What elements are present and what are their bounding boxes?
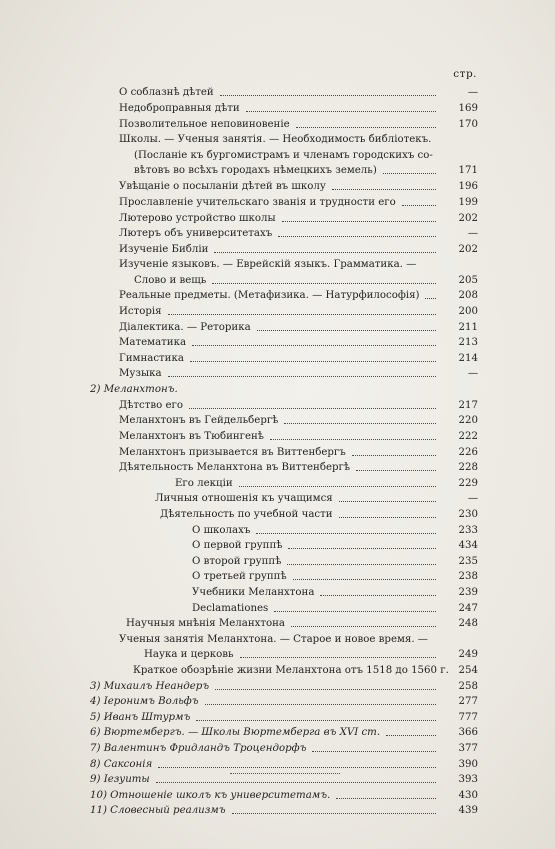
- toc-entry-title: О соблазнѣ дѣтей: [119, 87, 214, 98]
- closing-separator: [230, 773, 340, 774]
- dot-leader: [186, 351, 440, 366]
- toc-entry: [119, 413, 478, 428]
- toc-entry-page: 214: [458, 353, 478, 364]
- toc-entry-title: вѣтовъ во всѣхъ городахъ нѣмецкихъ земель): [134, 165, 377, 176]
- dot-leader: [188, 335, 440, 350]
- dot-leader: [154, 757, 440, 772]
- dot-leader: [216, 85, 440, 100]
- dot-leader: [379, 163, 440, 178]
- toc-entry-title: 3) Михаилъ Неандеръ: [90, 681, 210, 692]
- toc-entry: [119, 351, 478, 366]
- toc-entry-title: Ученыя занятія Меланхтона. — Старое и новое время. —: [119, 634, 428, 645]
- toc-entry-page: 249: [458, 649, 478, 660]
- toc-entry: [134, 163, 478, 178]
- toc-entry: [119, 335, 478, 350]
- toc-entry: [126, 616, 478, 631]
- toc-entry-page: 248: [458, 618, 478, 629]
- toc-entry: [119, 211, 478, 226]
- toc-entry: [192, 601, 478, 616]
- toc-entry-page: —: [467, 87, 478, 98]
- dot-leader: [211, 679, 440, 694]
- toc-entry: [192, 554, 478, 569]
- page-column-header: стр.: [453, 68, 477, 80]
- toc-entry-title: Діалектика. — Реторика: [119, 322, 251, 333]
- toc-entry: [144, 647, 478, 662]
- toc-entry-title: Изученіе Библіи: [119, 244, 209, 255]
- toc-entry-page: —: [467, 493, 478, 504]
- toc-entry: [119, 632, 478, 647]
- toc-entry-page: 233: [458, 525, 478, 536]
- toc-entry-title: Лютеръ объ университетахъ: [119, 228, 273, 239]
- toc-entry-title: Дѣятельность по учебной части: [160, 509, 333, 520]
- toc-entry-title: Школы. — Ученыя занятія. — Необходимость библіотекъ.: [119, 134, 432, 145]
- toc-entry-page: 208: [458, 290, 478, 301]
- toc-entry-title: Учебники Меланхтона: [192, 587, 315, 598]
- dot-leader: [316, 585, 440, 600]
- toc-entry: [134, 148, 478, 163]
- dot-leader: [164, 304, 440, 319]
- toc-entry-title: О третьей группѣ: [192, 571, 287, 582]
- toc-entry-title: Наука и церковь: [144, 649, 234, 660]
- toc-entry-page: 377: [458, 743, 478, 754]
- toc-entry-page: —: [467, 228, 478, 239]
- toc-entry: [119, 242, 478, 257]
- dot-leader: [283, 554, 440, 569]
- dot-leader: [398, 195, 440, 210]
- toc-entry-page: 390: [458, 759, 478, 770]
- toc-entry: [119, 304, 478, 319]
- toc-entry-page: 239: [458, 587, 478, 598]
- toc-entry-title: Научныя мнѣнія Меланхтона: [126, 618, 285, 629]
- toc-entry-title: 11) Словесный реализмъ: [90, 805, 226, 816]
- toc-entry: [90, 382, 478, 397]
- toc-entry-page: 199: [458, 197, 478, 208]
- toc-entry: [90, 725, 478, 740]
- dot-leader: [253, 320, 440, 335]
- toc-entry-page: 217: [458, 400, 478, 411]
- dot-leader: [328, 179, 440, 194]
- toc-entry-page: 230: [458, 509, 478, 520]
- toc-entry: [134, 273, 478, 288]
- toc-entry: [155, 491, 478, 506]
- toc-entry: [90, 757, 478, 772]
- dot-leader: [152, 772, 440, 787]
- toc-entry: [90, 679, 478, 694]
- dot-leader: [228, 803, 440, 818]
- dot-leader: [421, 288, 440, 303]
- toc-entry-title: 9) Іезуиты: [90, 774, 150, 785]
- toc-entry-page: 366: [458, 727, 478, 738]
- toc-entry: [119, 195, 478, 210]
- toc-entry-title: 6) Вюртембергъ. — Школы Вюртемберга въ XVI ст.: [90, 727, 381, 738]
- dot-leader: [335, 491, 440, 506]
- dot-leader: [289, 569, 440, 584]
- dot-leader: [352, 460, 440, 475]
- toc-entry-title: 5) Иванъ Штурмъ: [90, 712, 191, 723]
- toc-entry-page: 258: [458, 681, 478, 692]
- dot-leader: [332, 788, 440, 803]
- toc-entry: [133, 663, 478, 678]
- toc-entry-title: Исторія: [119, 306, 162, 317]
- dot-leader: [242, 101, 440, 116]
- toc-entry-page: 202: [458, 244, 478, 255]
- toc-entry-page: 226: [458, 447, 478, 458]
- toc-entry: [192, 569, 478, 584]
- dot-leader: [266, 429, 440, 444]
- toc-entry-title: Его лекціи: [175, 478, 233, 489]
- toc-entry-page: 434: [458, 540, 478, 551]
- toc-entry: [90, 772, 478, 787]
- toc-entry-title: Математика: [119, 337, 187, 348]
- toc-entry: [90, 788, 478, 803]
- dot-leader: [348, 445, 440, 460]
- toc-entry-page: —: [467, 368, 478, 379]
- toc-entry-page: 220: [458, 415, 478, 426]
- toc-entry: [119, 179, 478, 194]
- toc-entry-title: Личныя отношенія къ учащимся: [155, 493, 333, 504]
- toc-entry: [90, 741, 478, 756]
- toc-entry: [175, 476, 478, 491]
- dot-leader: [208, 273, 440, 288]
- toc-entry-page: 777: [458, 712, 478, 723]
- dot-leader: [278, 211, 440, 226]
- toc-entry-page: 247: [458, 603, 478, 614]
- toc-entry-title: Declamationes: [192, 603, 269, 614]
- dot-leader: [210, 242, 440, 257]
- dot-leader: [292, 117, 440, 132]
- toc-entry-title: О второй группѣ: [192, 556, 282, 567]
- toc-entry: [119, 85, 478, 100]
- toc-entry: [119, 398, 478, 413]
- dot-leader: [164, 366, 440, 381]
- dot-leader: [274, 226, 440, 241]
- toc-entry-title: Меланхтонъ въ Гейдельбергѣ: [119, 415, 279, 426]
- dot-leader: [192, 710, 440, 725]
- dot-leader: [382, 725, 440, 740]
- toc-entry-page: 277: [458, 696, 478, 707]
- dot-leader: [185, 398, 440, 413]
- dot-leader: [284, 538, 440, 553]
- toc-entry-title: Краткое обозрѣніе жизни Меланхтона отъ 1518 до 1560 г.: [133, 665, 449, 676]
- toc-entry-title: 2) Меланхтонъ.: [90, 384, 178, 395]
- toc-entry-title: 4) Іеронимъ Вольфъ: [90, 696, 199, 707]
- toc-entry: [119, 445, 478, 460]
- toc-entry-title: Реальные предметы. (Метафизика. — Натурфилософія): [119, 290, 420, 301]
- toc-entry: [192, 538, 478, 553]
- toc-entry-title: 10) Отношеніе школъ къ университетамъ.: [90, 790, 331, 801]
- toc-entry: [119, 117, 478, 132]
- toc-entry-title: Дѣятельность Меланхтона въ Виттенбергѣ: [119, 462, 350, 473]
- dot-leader: [236, 647, 440, 662]
- toc-entry: [119, 366, 478, 381]
- toc-entry: [90, 710, 478, 725]
- toc-entry-page: 393: [458, 774, 478, 785]
- toc-entry: [119, 226, 478, 241]
- toc-entry-title: Меланхтонъ призывается въ Виттенбергъ: [119, 447, 346, 458]
- toc-entry: [192, 523, 478, 538]
- toc-entry: [192, 585, 478, 600]
- toc-entry-title: О школахъ: [192, 525, 251, 536]
- toc-entry: [90, 694, 478, 709]
- dot-leader: [235, 476, 440, 491]
- toc-entry-page: 200: [458, 306, 478, 317]
- toc-entry-page: 430: [458, 790, 478, 801]
- toc-entry-page: 238: [458, 571, 478, 582]
- toc-entry-title: Слово и вещь: [134, 275, 207, 286]
- toc-entry-title: Гимнастика: [119, 353, 184, 364]
- toc-entry: [119, 429, 478, 444]
- toc-entry-page: 229: [458, 478, 478, 489]
- toc-entry-title: Увѣщаніе о посыланіи дѣтей въ школу: [119, 181, 326, 192]
- toc-entry: [119, 101, 478, 116]
- toc-entry-page: 196: [458, 181, 478, 192]
- toc-entry-page: 228: [458, 462, 478, 473]
- toc-entry-page: 222: [458, 431, 478, 442]
- dot-leader: [308, 741, 440, 756]
- toc-entry-page: 439: [458, 805, 478, 816]
- toc-entry-title: О первой группѣ: [192, 540, 283, 551]
- dot-leader: [252, 523, 440, 538]
- toc-entry: [119, 460, 478, 475]
- toc-entry-title: 7) Валентинъ Фридландъ Троцендорфъ: [90, 743, 307, 754]
- toc-entry: [119, 320, 478, 335]
- toc-entry-page: 211: [458, 322, 478, 333]
- toc-entry-title: (Посланіе къ бургомистрамъ и членамъ городскихъ со-: [134, 150, 433, 161]
- toc-entry: [90, 803, 478, 818]
- toc-entry-title: Музыка: [119, 368, 162, 379]
- toc-entry-page: 235: [458, 556, 478, 567]
- toc-entry-page: 170: [458, 119, 478, 130]
- toc-entry-title: Лютерово устройство школы: [119, 213, 276, 224]
- toc-entry-title: Позволительное неповиновеніе: [119, 119, 290, 130]
- toc-entry: [160, 507, 478, 522]
- toc-entry-page: 202: [458, 213, 478, 224]
- toc-entry-page: 254: [458, 665, 478, 676]
- toc-entry-page: 171: [458, 165, 478, 176]
- toc-entry-page: 213: [458, 337, 478, 348]
- toc-entry: [119, 132, 478, 147]
- dot-leader: [270, 601, 440, 616]
- dot-leader: [287, 616, 440, 631]
- dot-leader: [335, 507, 440, 522]
- toc-entry: [119, 257, 478, 272]
- dot-leader: [280, 413, 440, 428]
- toc-entry-title: 8) Саксонія: [90, 759, 153, 770]
- toc-entry-title: Дѣтство его: [119, 400, 184, 411]
- toc-entry-title: Меланхтонъ въ Тюбингенѣ: [119, 431, 264, 442]
- dot-leader: [201, 694, 440, 709]
- toc-entry-page: 169: [458, 103, 478, 114]
- toc-entry-title: Изученіе языковъ. — Еврейскій языкъ. Грамматика. —: [119, 259, 417, 270]
- toc-entry-title: Недоброправныя дѣти: [119, 103, 240, 114]
- toc-entry-title: Прославленіе учительскаго званія и трудности его: [119, 197, 396, 208]
- toc-entry-page: 205: [458, 275, 478, 286]
- toc-entry: [119, 288, 478, 303]
